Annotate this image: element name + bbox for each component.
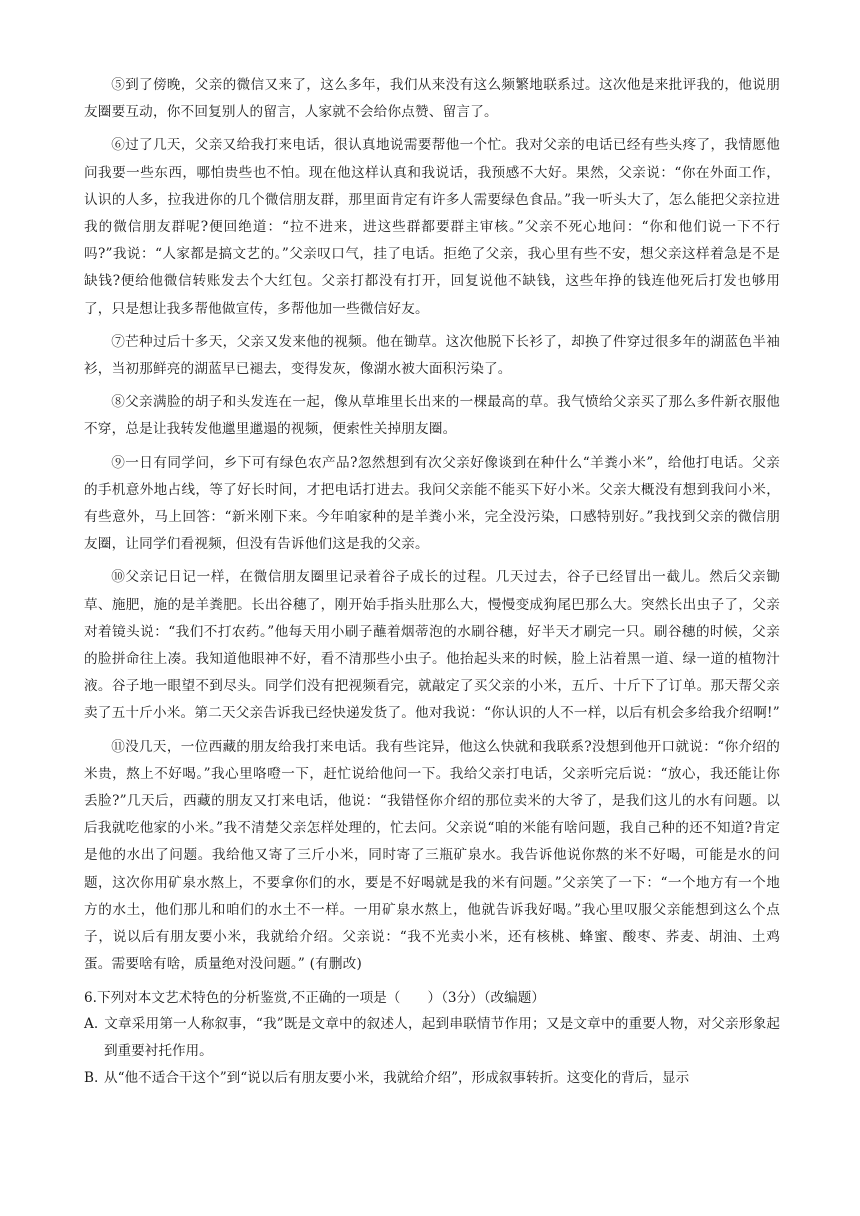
paragraph-5: ⑤到了傍晚，父亲的微信又来了，这么多年，我们从来没有这么频繁地联系过。这次他是来批评我的，他说朋友圈要互动，你不回复别人的留言，人家就不会给你点赞、留言了。 <box>84 77 780 121</box>
option-a-letter: A. <box>84 1015 99 1032</box>
paragraph-6: ⑥过了几天，父亲又给我打来电话，很认真地说需要帮他一个忙。我对父亲的电话已经有些头疼了，我情愿他问我要一些东西，哪怕贵些也不怕。现在他这样认真和我说话，我预感不大好。果然，父亲说：“你在外面工作，认识的人多，拉我进你的几个微信朋友群，那里面肯定有许多人需要绿色食品。”我一听头大了，怎么能把父亲拉进我的微信朋友群呢?便回绝道：“拉不进来，进这些群都要群主审核。”父亲不死心地问：“你和他们说一下不行吗?”我说：“人家都是搞文艺的。”父亲叹口气，挂了电话。拒绝了父亲，我心里有些不安，想父亲这样着急是不是缺钱?便给他微信转账发去个大红包。父亲打都没有打开，回复说他不缺钱，这些年挣的钱连他死后打发也够用了，只是想让我多帮他做宣传，多帮他加一些微信好友。 <box>84 137 780 317</box>
option-b-text: 从“他不适合干这个”到“说以后有朋友要小米，我就给介绍”，形成叙事转折。这变化的背后，显示 <box>104 1069 690 1086</box>
paragraph-10: ⑩父亲记日记一样，在微信朋友圈里记录着谷子成长的过程。几天过去，谷子已经冒出一截儿。然后父亲锄草、施肥，施的是羊粪肥。长出谷穗了，刚开始手指头肚那么大，慢慢变成狗尾巴那么大。突然长出虫子了，父亲对着镜头说：“我们不打农药。”他每天用小刷子蘸着烟蒂泡的水刷谷穗，好半天才刷完一只。刷谷穗的时候，父亲的脸拼命往上凑。我知道他眼神不好，看不清那些小虫子。他抬起头来的时候，脸上沾着黑一道、绿一道的植物汁液。谷子地一眼望不到尽头。同学们没有把视频看完，就敲定了买父亲的小米，五斤、十斤下了订单。那天帮父亲卖了五十斤小米。第二天父亲告诉我已经快递发货了。他对我说：“你认识的人不一样，以后有机会多给我介绍啊!” <box>84 569 780 722</box>
question-6 <box>84 985 780 1092</box>
option-a-text: 文章采用第一人称叙事，“我”既是文章中的叙述人，起到串联情节作用；又是文章中的重要人物，对父亲形象起到重要衬托作用。 <box>104 1015 780 1059</box>
document-page <box>84 72 780 1092</box>
option-a <box>84 1011 780 1065</box>
option-b-letter: B. <box>84 1069 99 1086</box>
paragraph-7: ⑦芒种过后十多天，父亲又发来他的视频。他在锄草。这次他脱下长衫了，却换了件穿过很多年的湖蓝色半袖衫，当初那鲜亮的湖蓝早已褪去，变得发灰，像湖水被大面积污染了。 <box>84 333 780 378</box>
option-b <box>84 1065 780 1092</box>
paragraph-11: ⑪没几天，一位西藏的朋友给我打来电话。我有些诧异，他这么快就和我联系?没想到他开口就说：“你介绍的米贵，熬上不好喝。”我心里咯噔一下，赶忙说给他问一下。我给父亲打电话，父亲听完后说：“放心，我还能让你丢脸?”几天后，西藏的朋友又打来电话，他说：“我错怪你介绍的那位卖米的大爷了，是我们这儿的水有问题。以后我就吃他家的小米。”我不清楚父亲怎样处理的，忙去问。父亲说“咱的米能有啥问题，我自己种的还不知道?肯定是他的水出了问题。我给他又寄了三斤小米，同时寄了三瓶矿泉水。我告诉他说你熬的米不好喝，可能是水的问题，这次你用矿泉水熬上，不要拿你们的水，要是不好喝就是我的米有问题。”父亲笑了一下：“一个地方有一个地方的水土，他们那儿和咱们的水土不一样。一用矿泉水熬上，他就告诉我好喝。”我心里叹服父亲能想到这么个点子，说以后有朋友要小米，我就给介绍。父亲说：“我不光卖小米，还有核桃、蜂蜜、酸枣、荞麦、胡油、土鸡蛋。需要啥有啥，质量绝对没问题。” (有删改) <box>84 738 780 973</box>
paragraph-8: ⑧父亲满脸的胡子和头发连在一起，像从草堆里长出来的一棵最高的草。我气愤给父亲买了那么多件新衣服他不穿，总是让我转发他邋里邋遢的视频，便索性关掉朋友圈。 <box>84 394 780 438</box>
question-stem: 6.下列对本文艺术特色的分析鉴赏,不正确的一项是（ ）（3分）（改编题） <box>84 989 545 1006</box>
paragraph-9: ⑨一日有同学问，乡下可有绿色农产品?忽然想到有次父亲好像谈到在种什么“羊粪小米”，给他打电话。父亲的手机意外地占线，等了好长时间，才把电话打进去。我问父亲能不能买下好小米。父亲大概没有想到我问小米，有些意外，马上回答：“新米刚下来。今年咱家种的是羊粪小米，完全没污染，口感特别好。”我找到父亲的微信朋友圈，让同学们看视频，但没有告诉他们这是我的父亲。 <box>84 454 780 553</box>
